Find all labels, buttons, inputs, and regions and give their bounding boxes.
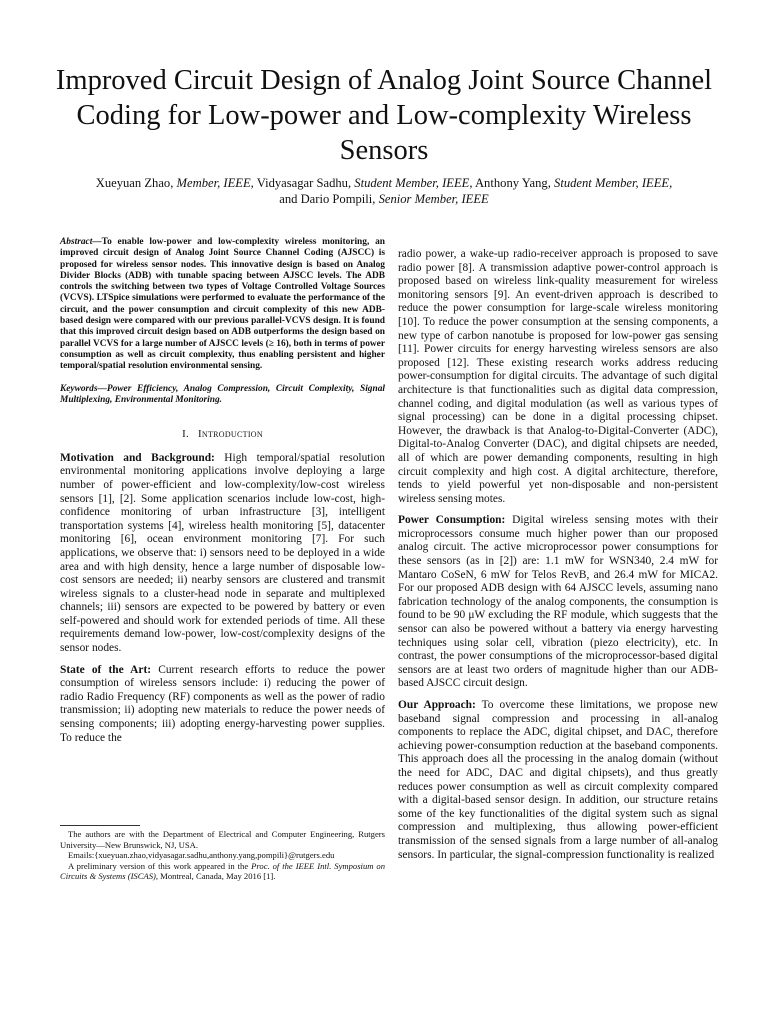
footnote-text: A preliminary version of this work appeared in the	[68, 860, 252, 871]
abstract-lead: Abstract	[60, 237, 93, 247]
section-title: Introduction	[197, 428, 263, 441]
author-name: Anthony Yang,	[472, 176, 555, 190]
keywords-lead: Keywords	[60, 383, 98, 394]
left-column	[60, 237, 385, 753]
footnote-text: , Montreal, Canada, May 2016 [1].	[155, 871, 276, 881]
author-affiliation: Student Member, IEEE,	[554, 176, 673, 190]
paragraph-text: Current research efforts to reduce the power consumption of wireless sensors include: i) reducing the power of radio Radio Frequency (RF) components as well as the power of radio transmission; ii) adopting new materials to reduce the power needs of sensing components; iii) adopting energy-harvesting power supplies. To reduce the	[60, 663, 385, 744]
keywords	[60, 384, 385, 407]
author-affiliation: Student Member, IEEE,	[354, 176, 473, 190]
keywords-text: —Power Efficiency, Analog Compression, Circuit Complexity, Signal Multiplexing, Environmental Monitoring.	[60, 383, 385, 405]
author-list	[40, 176, 728, 207]
author-name: and Dario Pompili,	[279, 191, 379, 206]
runin-heading: State of the Art:	[60, 663, 152, 676]
author-affiliation: Senior Member, IEEE	[378, 191, 489, 206]
runin-heading: Power Consumption:	[398, 514, 506, 527]
section-numeral: I.	[182, 428, 189, 441]
author-name: Vidyasagar Sadhu,	[253, 176, 355, 190]
footnote-affiliation: The authors are with the Department of Electrical and Computer Engineering, Rutgers University—New Brunswick, NJ, USA.	[60, 829, 385, 850]
section-heading	[60, 428, 385, 442]
author-affiliation: Member, IEEE,	[176, 176, 254, 190]
paragraph-power-consumption	[398, 514, 718, 691]
paper-title: Improved Circuit Design of Analog Joint Source Channel Coding for Low-power and Low-complexity Wireless Sensors	[55, 65, 713, 166]
footnote-venue: Proc. of the IEEE Intl. Symposium on Circuits & Systems (ISCAS)	[60, 860, 385, 881]
right-column	[398, 248, 718, 870]
paragraph-text: High temporal/spatial resolution environmental monitoring applications involve deploying a large number of power-efficient and low-complexity/low-cost wireless sensors [1], [2]. Some application scenarios include low-cost, high-confidence monitoring of urban infrastructure [3], intelligent transportation systems [4], wireless health monitoring [5], datacenter monitoring [6], ocean environment monitoring [7]. For such applications, we observe that: i) sensors need to be deployed in a wide area and with high density, hence a large number of disposable low-cost sensors are needed; ii) nearby sensors are clustered and transmit wireless signals to a cluster-head node in separate and multiplexed channels; iii) sensors are expected to be powered by battery or even self-powered and should work for extended periods of time. All these requirements demand low-power, low-cost/complexity designs of the sensor nodes.	[60, 451, 385, 655]
footnote-emails: Emails:{xueyuan.zhao,vidyasagar.sadhu,anthony.yang,pompili}@rutgers.edu	[68, 850, 335, 860]
abstract-text: —To enable low-power and low-complexity wireless monitoring, an improved circuit design of Analog Joint Source Channel Coding (AJSCC) is proposed for wireless sensor nodes. This innovative design is based on Analog Divider Blocks (ADB) with tunable spacing between AJSCC levels. The ADB controls the switching between two types of Voltage Controlled Voltage Sources (VCVS). LTSpice simulations were performed to evaluate the performance of the circuit, and the power consumption and circuit complexity of this new ADB-based design were compared with our previous parallel-VCVS design. It is found that this improved circuit design based on ADB outperforms the design based on parallel VCVS for a large number of AJSCC levels (≥ 16), both in terms of power consumption as well as circuit complexity, thus enabling persistent and higher temporal/spatial resolution environmental sensing.	[60, 237, 385, 372]
paragraph-text: Digital wireless sensing motes with their microprocessors consume much higher power than our proposed analog circuit. The active microprocessor power consumptions for these sensors (as in [2]) are: 1.1 mW for WSN340, 2.4 mW for Mantaro CoSeN, 6 mW for Telos RevB, and 26.4 mW for MICA2. For our proposed ADB design with 64 AJSCC levels, assuming nano fabrication technology of the analog components, the consumption is found to be 90 μW excluding the RF module, which suggests that the sensor can also be powered without a battery via energy harvesting techniques using solar cell, vibration (piezo electricity), etc. In contrast, the power consumptions of the microprocessor-based digital sensors are at least two orders of magnitude higher than our ADB-based AJSCC circuit design.	[398, 514, 718, 690]
paragraph-our-approach	[398, 699, 718, 862]
author-name: Xueyuan Zhao,	[95, 176, 177, 190]
abstract	[60, 237, 385, 373]
paragraph-text: radio power, a wake-up radio-receiver approach is proposed to save radio power [8]. A transmission adaptive power-control approach is proposed based on wireless link-quality measurement for wireless monitoring sensors [9]. An event-driven approach is described to reduce the power consumption for large-scale wireless monitoring [10]. To reduce the power consumption at the sensing components, a new type of carbon nanotube is proposed for low-power gas sensing [11]. Power circuits for energy harvesting wireless sensors are also proposed [12]. These existing research works address reducing power-consumption for digital circuits. The advantage of such digital architecture is that functionalities such as digital data compression, channel coding, and digital modulation (as well as various types of signal processing) can be done in a digital processing chipset. However, the drawback is that Analog-to-Digital-Converter (ADC), Digital-to-Analog Converter (DAC), and digital chipsets are needed, all of which are power demanding components, resulting in high circuit complexity and high cost. A digital architecture, therefore, tends to yield powerful yet non-disposable and non-persistent wireless sensing motes.	[398, 248, 718, 505]
paragraph-motivation	[60, 452, 385, 656]
footnote-divider	[60, 825, 140, 826]
paragraph-text: To overcome these limitations, we propose new baseband signal compression and processing in all-analog components to replace the ADC, digital chipset, and DAC, therefore achieving power-consumption reduction at the baseband components. This approach does all the processing in the analog domain (without the need for ADC, DAC and digital chipsets), and thus greatly reduces power consumption as well as circuit complexity compared with a digital-based sensor design. In addition, our structure retains some of the key functionalities of the digital system such as signal compression and multiplexing, thus allowing power-efficient transmission of the sensed signals from a large number of all-analog sensors. In particular, the signal-compression functionality is realized	[398, 699, 718, 861]
footnotes	[60, 829, 385, 882]
paragraph-state-of-art	[60, 664, 385, 746]
footnote-preliminary	[60, 861, 385, 882]
runin-heading: Motivation and Background:	[60, 451, 215, 464]
runin-heading: Our Approach:	[398, 699, 476, 711]
paragraph-continued	[398, 248, 718, 506]
